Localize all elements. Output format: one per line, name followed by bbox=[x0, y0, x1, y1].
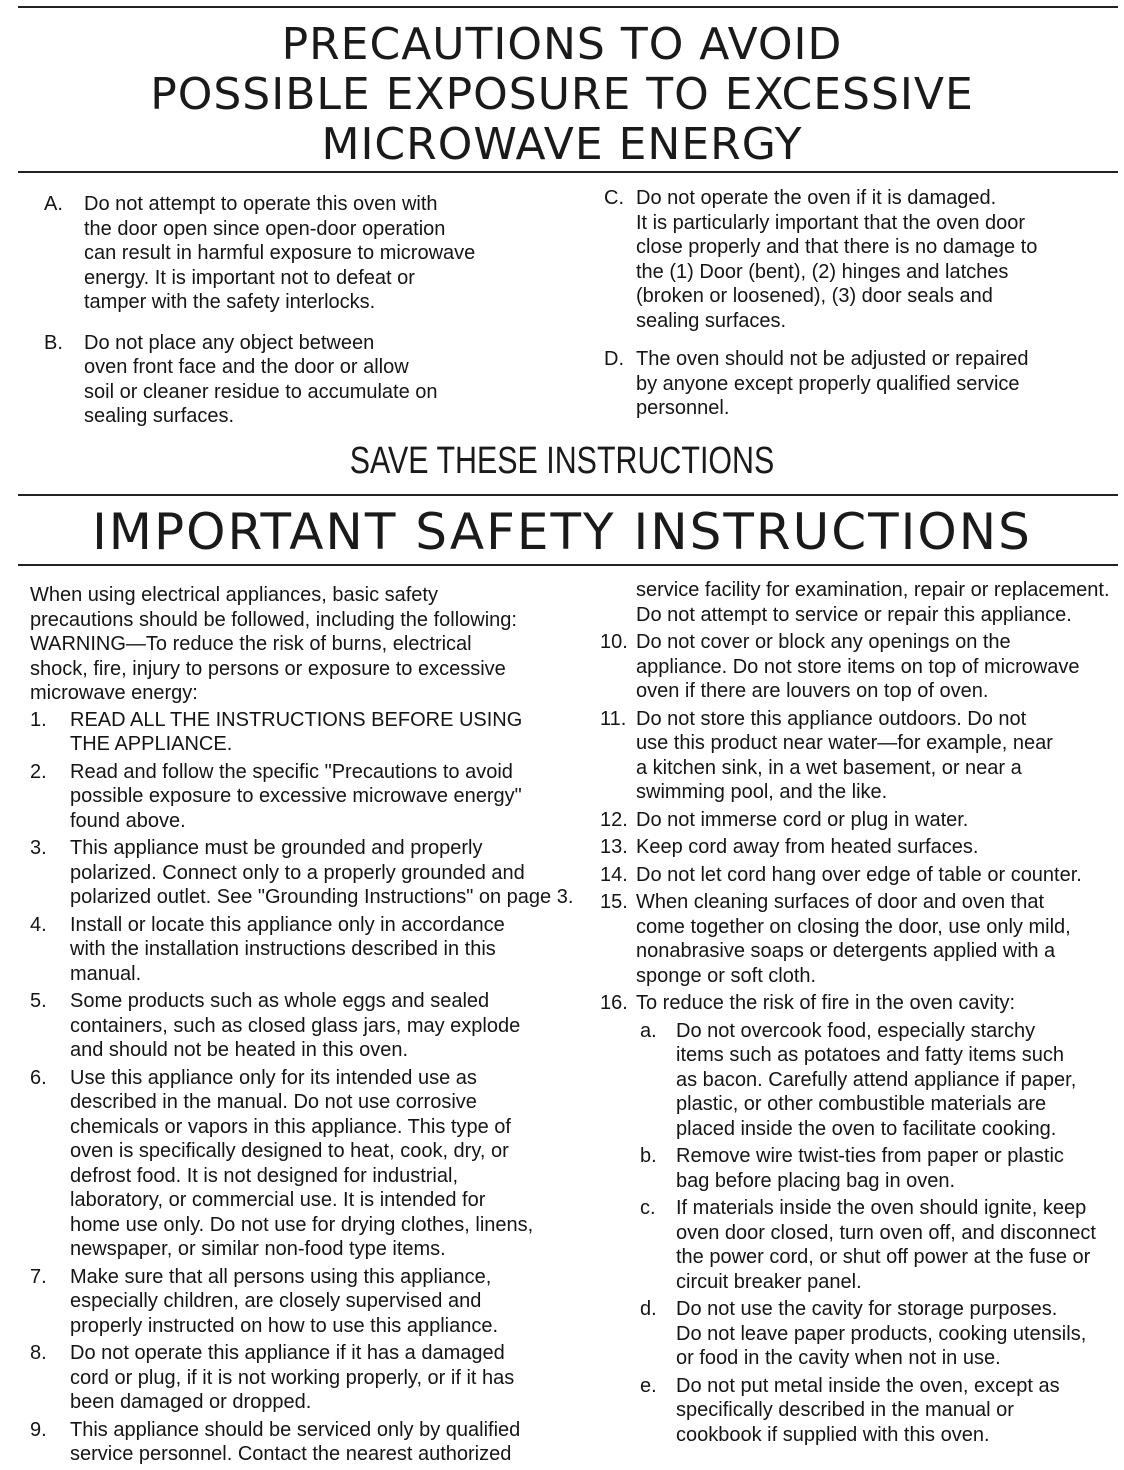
item-label: 8. bbox=[30, 1342, 47, 1364]
item-text: Do not operate this appliance if it has a damaged cord or plug, if it is not working properly, or if it has been damaged or dropped. bbox=[70, 1342, 515, 1413]
safety-item-6 bbox=[30, 1066, 578, 1262]
item-label: 16. bbox=[600, 992, 628, 1014]
safety-title: IMPORTANT SAFETY INSTRUCTIONS bbox=[92, 503, 1032, 561]
safety-warning: WARNING—To reduce the risk of burns, electrical shock, fire, injury to persons or exposure to excessive microwave energy: bbox=[30, 633, 506, 704]
subitem-label: a. bbox=[640, 1019, 657, 1042]
safety-subitem-a bbox=[600, 1019, 1120, 1142]
safety-subitem-e bbox=[600, 1374, 1120, 1448]
safety-item-1 bbox=[30, 708, 578, 757]
item-text: Do not attempt to operate this oven with the door open since open-door operation can result in harmful exposure to microwave energy. It is important not to defeat or tamper with the safety interlocks. bbox=[84, 193, 476, 313]
item-text: Make sure that all persons using this appliance, especially children, are closely supervised and properly instructed on how to use this appliance. bbox=[70, 1265, 499, 1337]
safety-item-16 bbox=[600, 991, 1120, 1016]
item-label: 3. bbox=[30, 837, 47, 859]
item-label: B. bbox=[44, 331, 63, 354]
item-label: 13. bbox=[600, 836, 628, 858]
item-text: Some products such as whole eggs and sealed containers, such as closed glass jars, may explode and should not be heated in this oven. bbox=[70, 990, 521, 1061]
safety-item-12 bbox=[600, 808, 1120, 833]
item-label: A. bbox=[44, 193, 63, 215]
item-text: Keep cord away from heated surfaces. bbox=[636, 836, 979, 858]
safety-item-8 bbox=[30, 1341, 578, 1415]
safety-item-2 bbox=[30, 760, 578, 834]
item-text: To reduce the risk of fire in the oven cavity: bbox=[636, 992, 1016, 1014]
precautions-rule bbox=[18, 171, 1118, 173]
subitem-text: Do not use the cavity for storage purposes. Do not leave paper products, cooking utensils, or food in the cavity when not in use. bbox=[676, 1298, 1087, 1369]
safety-item-10 bbox=[600, 630, 1120, 704]
safety-item-7 bbox=[30, 1265, 578, 1339]
item-text: This appliance must be grounded and properly polarized. Connect only to a properly grounded and polarized outlet. See "Grounding Instructions" on page 3. bbox=[70, 837, 574, 908]
safety-item-15 bbox=[600, 890, 1120, 988]
safety-item-9-continued: service facility for examination, repair or replacement. Do not attempt to service or repair this appliance. bbox=[636, 579, 1110, 626]
precautions-title-line-2: POSSIBLE EXPOSURE TO EXCESSIVE bbox=[150, 69, 974, 120]
precaution-item-d bbox=[604, 347, 1104, 421]
item-label: 5. bbox=[30, 990, 47, 1012]
precautions-right-column bbox=[604, 186, 1104, 435]
item-label: 14. bbox=[600, 863, 628, 886]
safety-left-column bbox=[30, 583, 578, 1470]
subitem-text: Remove wire twist-ties from paper or plastic bag before placing bag in oven. bbox=[676, 1145, 1064, 1192]
safety-item-9 bbox=[30, 1418, 578, 1467]
item-label: 6. bbox=[30, 1066, 47, 1089]
subitem-text: Do not overcook food, especially starchy items such as potatoes and fatty items such as bacon. Carefully attend appliance if paper, plastic, or other combustible materials are placed inside the oven to facilitate cooking. bbox=[676, 1019, 1077, 1140]
item-label: 11. bbox=[600, 707, 627, 730]
item-text: Do not operate the oven if it is damaged. It is particularly important that the oven door close properly and that there is no damage to the (1) Door (bent), (2) hinges and latches (broken or loosened), (3) door seals and sealing surfaces. bbox=[636, 187, 1038, 332]
safety-item-4 bbox=[30, 913, 578, 987]
precautions-title-line-1: PRECAUTIONS TO AVOID bbox=[281, 19, 843, 70]
item-text: Do not place any object between oven front face and the door or allow soil or cleaner residue to accumulate on sealing surfaces. bbox=[84, 331, 438, 427]
subitem-label: b. bbox=[640, 1145, 657, 1167]
item-text: Do not cover or block any openings on the appliance. Do not store items on top of microwave oven if there are louvers on top of oven. bbox=[636, 631, 1080, 702]
safety-item-13 bbox=[600, 835, 1120, 860]
safety-item-11 bbox=[600, 707, 1120, 805]
item-label: 10. bbox=[600, 631, 628, 653]
safety-intro: When using electrical appliances, basic safety precautions should be followed, including the following: bbox=[30, 584, 517, 631]
subitem-label: d. bbox=[640, 1298, 657, 1320]
item-label: 2. bbox=[30, 760, 47, 783]
item-label: 15. bbox=[600, 891, 628, 913]
precaution-item-b bbox=[44, 331, 564, 429]
safety-top-rule bbox=[18, 494, 1118, 496]
safety-right-column bbox=[600, 578, 1120, 1450]
safety-item-14 bbox=[600, 863, 1120, 888]
subitem-text: If materials inside the oven should ignite, keep oven door closed, turn oven off, and disconnect the power cord, or shut off power at the fuse or circuit breaker panel. bbox=[676, 1197, 1096, 1293]
subitem-label: e. bbox=[640, 1374, 657, 1397]
item-label: C. bbox=[604, 187, 624, 209]
precautions-title bbox=[0, 20, 1124, 170]
safety-bottom-rule bbox=[18, 564, 1118, 566]
item-text: Do not store this appliance outdoors. Do not use this product near water—for example, near a kitchen sink, in a wet basement, or near a swimming pool, and the like. bbox=[636, 707, 1053, 803]
safety-subitem-c bbox=[600, 1196, 1120, 1294]
item-text: When cleaning surfaces of door and oven that come together on closing the door, use only mild, nonabrasive soaps or detergents applied with a sponge or soft cloth. bbox=[636, 891, 1071, 987]
item-label: 1. bbox=[30, 708, 47, 731]
item-label: 9. bbox=[30, 1418, 47, 1441]
item-label: 7. bbox=[30, 1265, 47, 1288]
item-text: The oven should not be adjusted or repaired by anyone except properly qualified service personnel. bbox=[636, 348, 1029, 419]
item-text: Install or locate this appliance only in accordance with the installation instructions described in this manual. bbox=[70, 913, 505, 985]
subitem-text: Do not put metal inside the oven, except as specifically described in the manual or cookbook if supplied with this oven. bbox=[676, 1374, 1060, 1446]
top-rule bbox=[18, 6, 1118, 8]
safety-item-3 bbox=[30, 836, 578, 910]
item-label: D. bbox=[604, 348, 624, 370]
safety-subitem-d bbox=[600, 1297, 1120, 1371]
subitem-label: c. bbox=[640, 1197, 656, 1219]
item-label: 12. bbox=[600, 808, 628, 831]
precaution-item-a bbox=[44, 192, 564, 315]
save-instructions-heading: SAVE THESE INSTRUCTIONS bbox=[349, 440, 775, 482]
item-text: Use this appliance only for its intended use as described in the manual. Do not use corrosive chemicals or vapors in this appliance. This type of oven is specifically designed to heat, cook, dry, or defrost food. It is not designed for industrial, laboratory, or commercial use. It is intended for home use only. Do not use for drying clothes, linens, newspaper, or similar non-food type items. bbox=[70, 1066, 534, 1260]
item-label: 4. bbox=[30, 913, 47, 936]
precautions-title-line-3: MICROWAVE ENERGY bbox=[321, 119, 803, 170]
precaution-item-c bbox=[604, 186, 1104, 333]
item-text: This appliance should be serviced only by qualified service personnel. Contact the nearest authorized bbox=[70, 1418, 521, 1465]
precautions-left-column bbox=[44, 192, 564, 445]
item-text: Do not let cord hang over edge of table or counter. bbox=[636, 863, 1082, 886]
safety-item-5 bbox=[30, 989, 578, 1063]
item-text: Read and follow the specific "Precautions to avoid possible exposure to excessive microwave energy" found above. bbox=[70, 760, 522, 832]
item-text: READ ALL THE INSTRUCTIONS BEFORE USING THE APPLIANCE. bbox=[70, 708, 523, 755]
item-text: Do not immerse cord or plug in water. bbox=[636, 808, 969, 831]
safety-subitem-b bbox=[600, 1144, 1120, 1193]
